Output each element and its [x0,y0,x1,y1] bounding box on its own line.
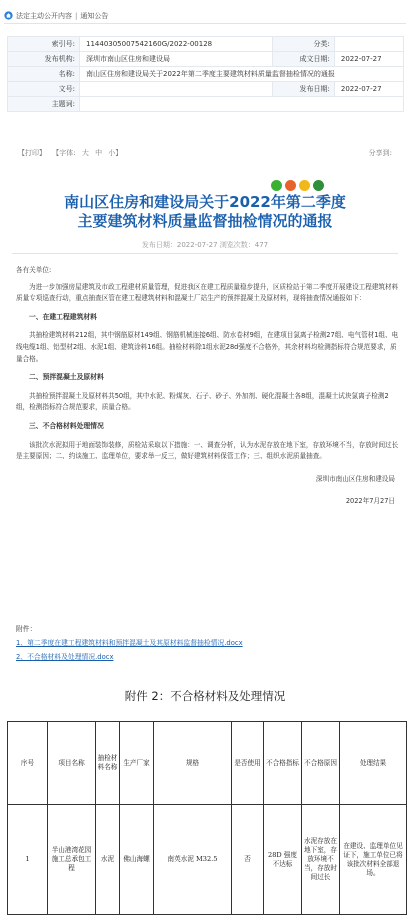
breadcrumb-separator: | [75,11,78,20]
print-button[interactable]: 【打印】 [18,149,46,157]
topic-value [80,97,404,112]
doc-preview-title: 附件 2：不合格材料及处理情况 [124,689,286,703]
attachments-label: 附件： [16,625,37,633]
signature: 深圳市南山区住房和建设局 [315,474,395,483]
table-cell: 水泥存放在地下室，存放环境不当，存放时间过长 [302,805,340,915]
issue-date-label: 发布日期: [272,82,334,97]
divider [12,253,398,254]
section-heading-1: 一、在建工程建筑材料 [29,312,97,321]
table-cell: 28D 强度不达标 [264,805,302,915]
font-large-button[interactable]: 大 [81,149,89,157]
table-cell: 否 [232,805,264,915]
name-label: 名称: [8,67,80,82]
article-body [16,265,399,513]
publisher-value: 深圳市南山区住房和建设局 [80,52,273,67]
wechat-share-icon[interactable] [271,180,282,191]
breadcrumb-link-public[interactable]: 法定主动公开内容 [16,11,72,20]
section-paragraph-3: 该批次水泥拟用于地面装饰装修，质检站采取以下措施：一、调查分析，认为水泥存放在地下室，存放环境不当，存放时间过长是主要原因；二、约谈施工、监理单位，要求举一反三，做好建筑材料保管工作；三、组织水泥质量抽查。 [16,440,399,461]
date-label: 成文日期: [272,52,334,67]
header-cell: 抽检材料名称 [96,722,120,805]
index-label: 索引号: [8,37,80,52]
table-cell: 1 [8,805,48,915]
topic-label: 主题词: [8,97,80,112]
table-cell: 在建设、监理单位见证下，施工单位已将该批次材料全部退场。 [340,805,407,915]
section-paragraph-2: 共抽检预拌混凝土及原材料共50组，其中水泥、粉煤灰、石子、砂子、外加剂、硬化混凝土各8组，混凝土试块氯离子检测2组，检测指标符合规范要求，质量合格。 [16,391,389,412]
article-title-line1: 南山区住房和建设局关于2022年第二季度 [64,193,346,211]
section-heading-2: 二、预拌混凝土及原材料 [29,373,104,382]
issue-date-value: 2022-07-27 [334,82,403,97]
header-cell: 项目名称 [48,722,96,805]
table-cell: 南英水泥 M32.5 [154,805,232,915]
table-row [8,805,407,915]
header-cell: 序号 [8,722,48,805]
salutation: 各有关单位: [16,266,52,274]
table-cell: 佛山海螺 [120,805,154,915]
weibo-share-icon[interactable] [285,180,296,191]
docno-value [80,82,273,97]
name-value: 南山区住房和建设局关于2022年第二季度主要建筑材料质量监督抽检情况的通报 [80,67,404,82]
article-tools [18,148,392,158]
font-small-button[interactable]: 小】 [108,149,123,157]
category-label: 分类: [272,37,334,52]
header-cell: 不合格原因 [302,722,340,805]
table-cell: 水泥 [96,805,120,915]
section-heading-3: 三、不合格材料处理情况 [29,421,104,430]
breadcrumb-link-notice[interactable]: 通知公告 [80,11,109,20]
metadata-table [7,36,404,112]
category-value [334,37,403,52]
header-cell: 是否使用 [232,722,264,805]
intro-paragraph: 为进一步加强房屋建筑及市政工程建材质量管理，促进我区在建工程质量稳步提升，区质检站于第二季度开展建设工程建筑材料质量专项巡查行动，重点抽查区管在建工程建筑材料和混凝土厂站生产的预拌混凝土及原材料，现将抽查情况通报如下： [16,282,399,303]
font-medium-button[interactable]: 中 [95,149,103,157]
qzone-share-icon[interactable] [299,180,310,191]
index-value: 11440305007542160G/2022-00128 [80,37,273,52]
sign-date: 2022年7月27日 [345,497,395,506]
date-value: 2022-07-27 [334,52,403,67]
doc-preview-table [7,721,407,915]
table-cell: 半山港湾花园施工总承包工程 [48,805,96,915]
publish-info: 发布日期：2022-07-27 浏览次数：477 [141,241,269,249]
attachment-link-2[interactable]: 2、不合格材料及处理情况.docx [16,653,114,661]
douban-share-icon[interactable] [313,180,324,191]
attachments [16,622,243,664]
header-cell: 规格 [154,722,232,805]
home-icon[interactable] [4,11,13,20]
attachment-link-1[interactable]: 1、第二季度在建工程建筑材料和预拌混凝土及其原材料监督抽检情况.docx [16,639,243,647]
header-cell: 生产厂家 [120,722,154,805]
docno-label: 文号: [8,82,80,97]
breadcrumb [4,8,406,24]
font-size-label: 【字体: [52,149,76,157]
publisher-label: 发布机构: [8,52,80,67]
header-cell: 不合格指标 [264,722,302,805]
header-cell: 处理结果 [340,722,407,805]
article-title-line2: 主要建筑材料质量监督抽检情况的通报 [77,212,333,230]
share-label: 分享到: [368,149,392,157]
share-icons [271,180,324,191]
article-title [0,193,410,231]
section-paragraph-1: 共抽检建筑材料212组，其中钢筋原材149组、钢筋机械连接6组、防水卷材9组，在建项目氯离子检测27组、电气管材1组、电线电缆1组、铝型材2组、水泥1组、建筑涂料16组。抽检材料除1组水泥28d强度不合格外，其余材料均检测指标符合规范要求，质量合格。 [16,331,399,363]
